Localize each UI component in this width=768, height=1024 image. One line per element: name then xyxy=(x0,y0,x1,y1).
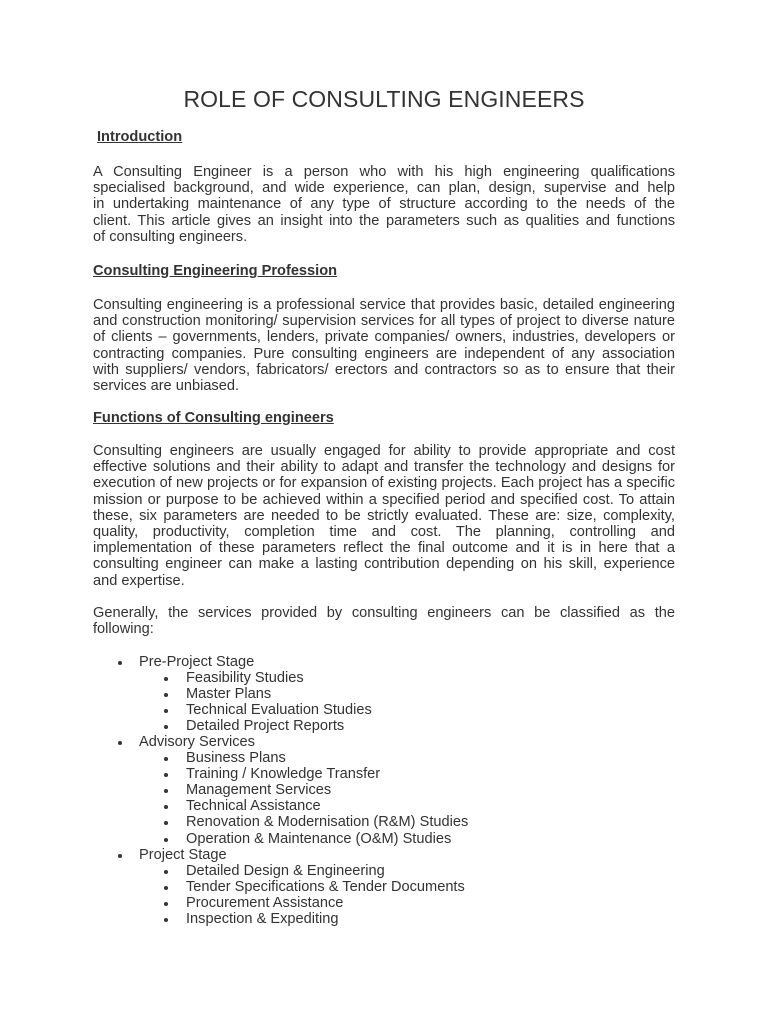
list-item xyxy=(93,782,468,798)
text-line: effective solutions and their ability to adapt and transfer the technology and designs for xyxy=(93,459,675,476)
text-line: services are unbiased. xyxy=(93,378,240,395)
list-item-label: Procurement Assistance xyxy=(186,894,344,911)
list-item xyxy=(93,911,468,927)
bullet-icon xyxy=(164,870,168,874)
bullet-icon xyxy=(164,757,168,761)
list-item xyxy=(93,686,468,702)
list-item xyxy=(93,718,468,734)
list-item-label: Operation & Maintenance (O&M) Studies xyxy=(186,830,452,847)
text-line: implementation of these parameters reflect the final outcome and it is in here that a xyxy=(93,540,675,557)
list-item xyxy=(93,895,468,911)
bullet-icon xyxy=(164,789,168,793)
paragraph-functions xyxy=(93,443,675,589)
list-item xyxy=(93,702,468,718)
list-item-label: Feasibility Studies xyxy=(186,670,304,687)
text-line: contracting companies. Pure consulting engineers are independent of any association xyxy=(93,345,675,362)
list-item-label: Master Plans xyxy=(186,686,272,703)
list-item xyxy=(93,798,468,814)
paragraph-services-intro xyxy=(93,605,675,637)
text-line: consulting engineer can make a lasting contribution depending on his skill, experience xyxy=(93,556,675,573)
text-line: following: xyxy=(93,621,154,638)
text-line: specialised background, and wide experience, can plan, design, supervise and help xyxy=(93,180,675,197)
heading-introduction: Introduction xyxy=(97,129,183,145)
text-line: Consulting engineering is a professional service that provides basic, detailed engineering xyxy=(93,297,675,313)
bullet-icon xyxy=(164,805,168,809)
text-line: A Consulting Engineer is a person who with his high engineering qualifications xyxy=(93,164,675,180)
bullet-icon xyxy=(164,725,168,729)
text-line: Generally, the services provided by consulting engineers can be classified as the xyxy=(93,605,675,621)
paragraph-introduction xyxy=(93,164,675,245)
list-item-label: Project Stage xyxy=(139,846,227,863)
list-item-label: Advisory Services xyxy=(139,734,255,751)
list-item xyxy=(93,831,468,847)
text-line: execution of new projects or for expansion of existing projects. Each project has a specific xyxy=(93,475,675,492)
text-line: and expertise. xyxy=(93,572,185,589)
bullet-icon xyxy=(164,838,168,842)
list-item xyxy=(93,654,468,670)
bullet-icon xyxy=(118,661,122,665)
list-item-label: Detailed Project Reports xyxy=(186,718,345,735)
bullet-icon xyxy=(118,854,122,858)
text-line: of clients – governments, lenders, private companies/ owners, industries, developers or xyxy=(93,329,675,346)
bullet-icon xyxy=(164,709,168,713)
list-item xyxy=(93,670,468,686)
heading-profession: Consulting Engineering Profession xyxy=(93,263,338,279)
bullet-icon xyxy=(164,886,168,890)
list-item-label: Technical Assistance xyxy=(186,798,321,815)
bullet-icon xyxy=(164,677,168,681)
bullet-icon xyxy=(164,773,168,777)
heading-functions: Functions of Consulting engineers xyxy=(93,410,334,426)
bullet-icon xyxy=(164,918,168,922)
bullet-icon xyxy=(118,741,122,745)
list-item xyxy=(93,734,468,750)
text-line: mission or purpose to be achieved within a specified period and specified cost. To attain xyxy=(93,491,675,508)
list-item-label: Inspection & Expediting xyxy=(186,910,339,927)
list-item-label: Management Services xyxy=(186,782,332,799)
bullet-icon xyxy=(164,693,168,697)
list-item xyxy=(93,766,468,782)
list-item-label: Detailed Design & Engineering xyxy=(186,862,385,879)
bullet-icon xyxy=(164,902,168,906)
text-line: these, six parameters are needed to be strictly evaluated. These are: size, complexity, xyxy=(93,507,675,524)
list-item-label: Training / Knowledge Transfer xyxy=(186,766,381,783)
text-line: quality, productivity, completion time and cost. The planning, controlling and xyxy=(93,524,675,541)
paragraph-profession xyxy=(93,297,675,394)
list-item xyxy=(93,863,468,879)
text-line: Consulting engineers are usually engaged for ability to provide appropriate and cost xyxy=(93,443,675,459)
text-line: with suppliers/ vendors, fabricators/ erectors and contractors so as to ensure that their xyxy=(93,361,675,378)
list-item-label: Tender Specifications & Tender Documents xyxy=(186,878,465,895)
text-line: in undertaking maintenance of any type of structure according to the needs of the xyxy=(93,196,675,213)
text-line: client. This article gives an insight into the parameters such as qualities and functions xyxy=(93,212,675,229)
list-item xyxy=(93,847,468,863)
list-item xyxy=(93,750,468,766)
services-list xyxy=(93,654,468,927)
document-title: ROLE OF CONSULTING ENGINEERS xyxy=(183,86,585,112)
text-line: of consulting engineers. xyxy=(93,228,248,245)
bullet-icon xyxy=(164,821,168,825)
list-item xyxy=(93,879,468,895)
list-item xyxy=(93,814,468,830)
list-item-label: Technical Evaluation Studies xyxy=(186,702,372,719)
list-item-label: Pre-Project Stage xyxy=(139,654,255,670)
text-line: and construction monitoring/ supervision services for all types of project to diverse nature xyxy=(93,313,675,330)
list-item-label: Renovation & Modernisation (R&M) Studies xyxy=(186,814,469,831)
list-item-label: Business Plans xyxy=(186,750,286,767)
